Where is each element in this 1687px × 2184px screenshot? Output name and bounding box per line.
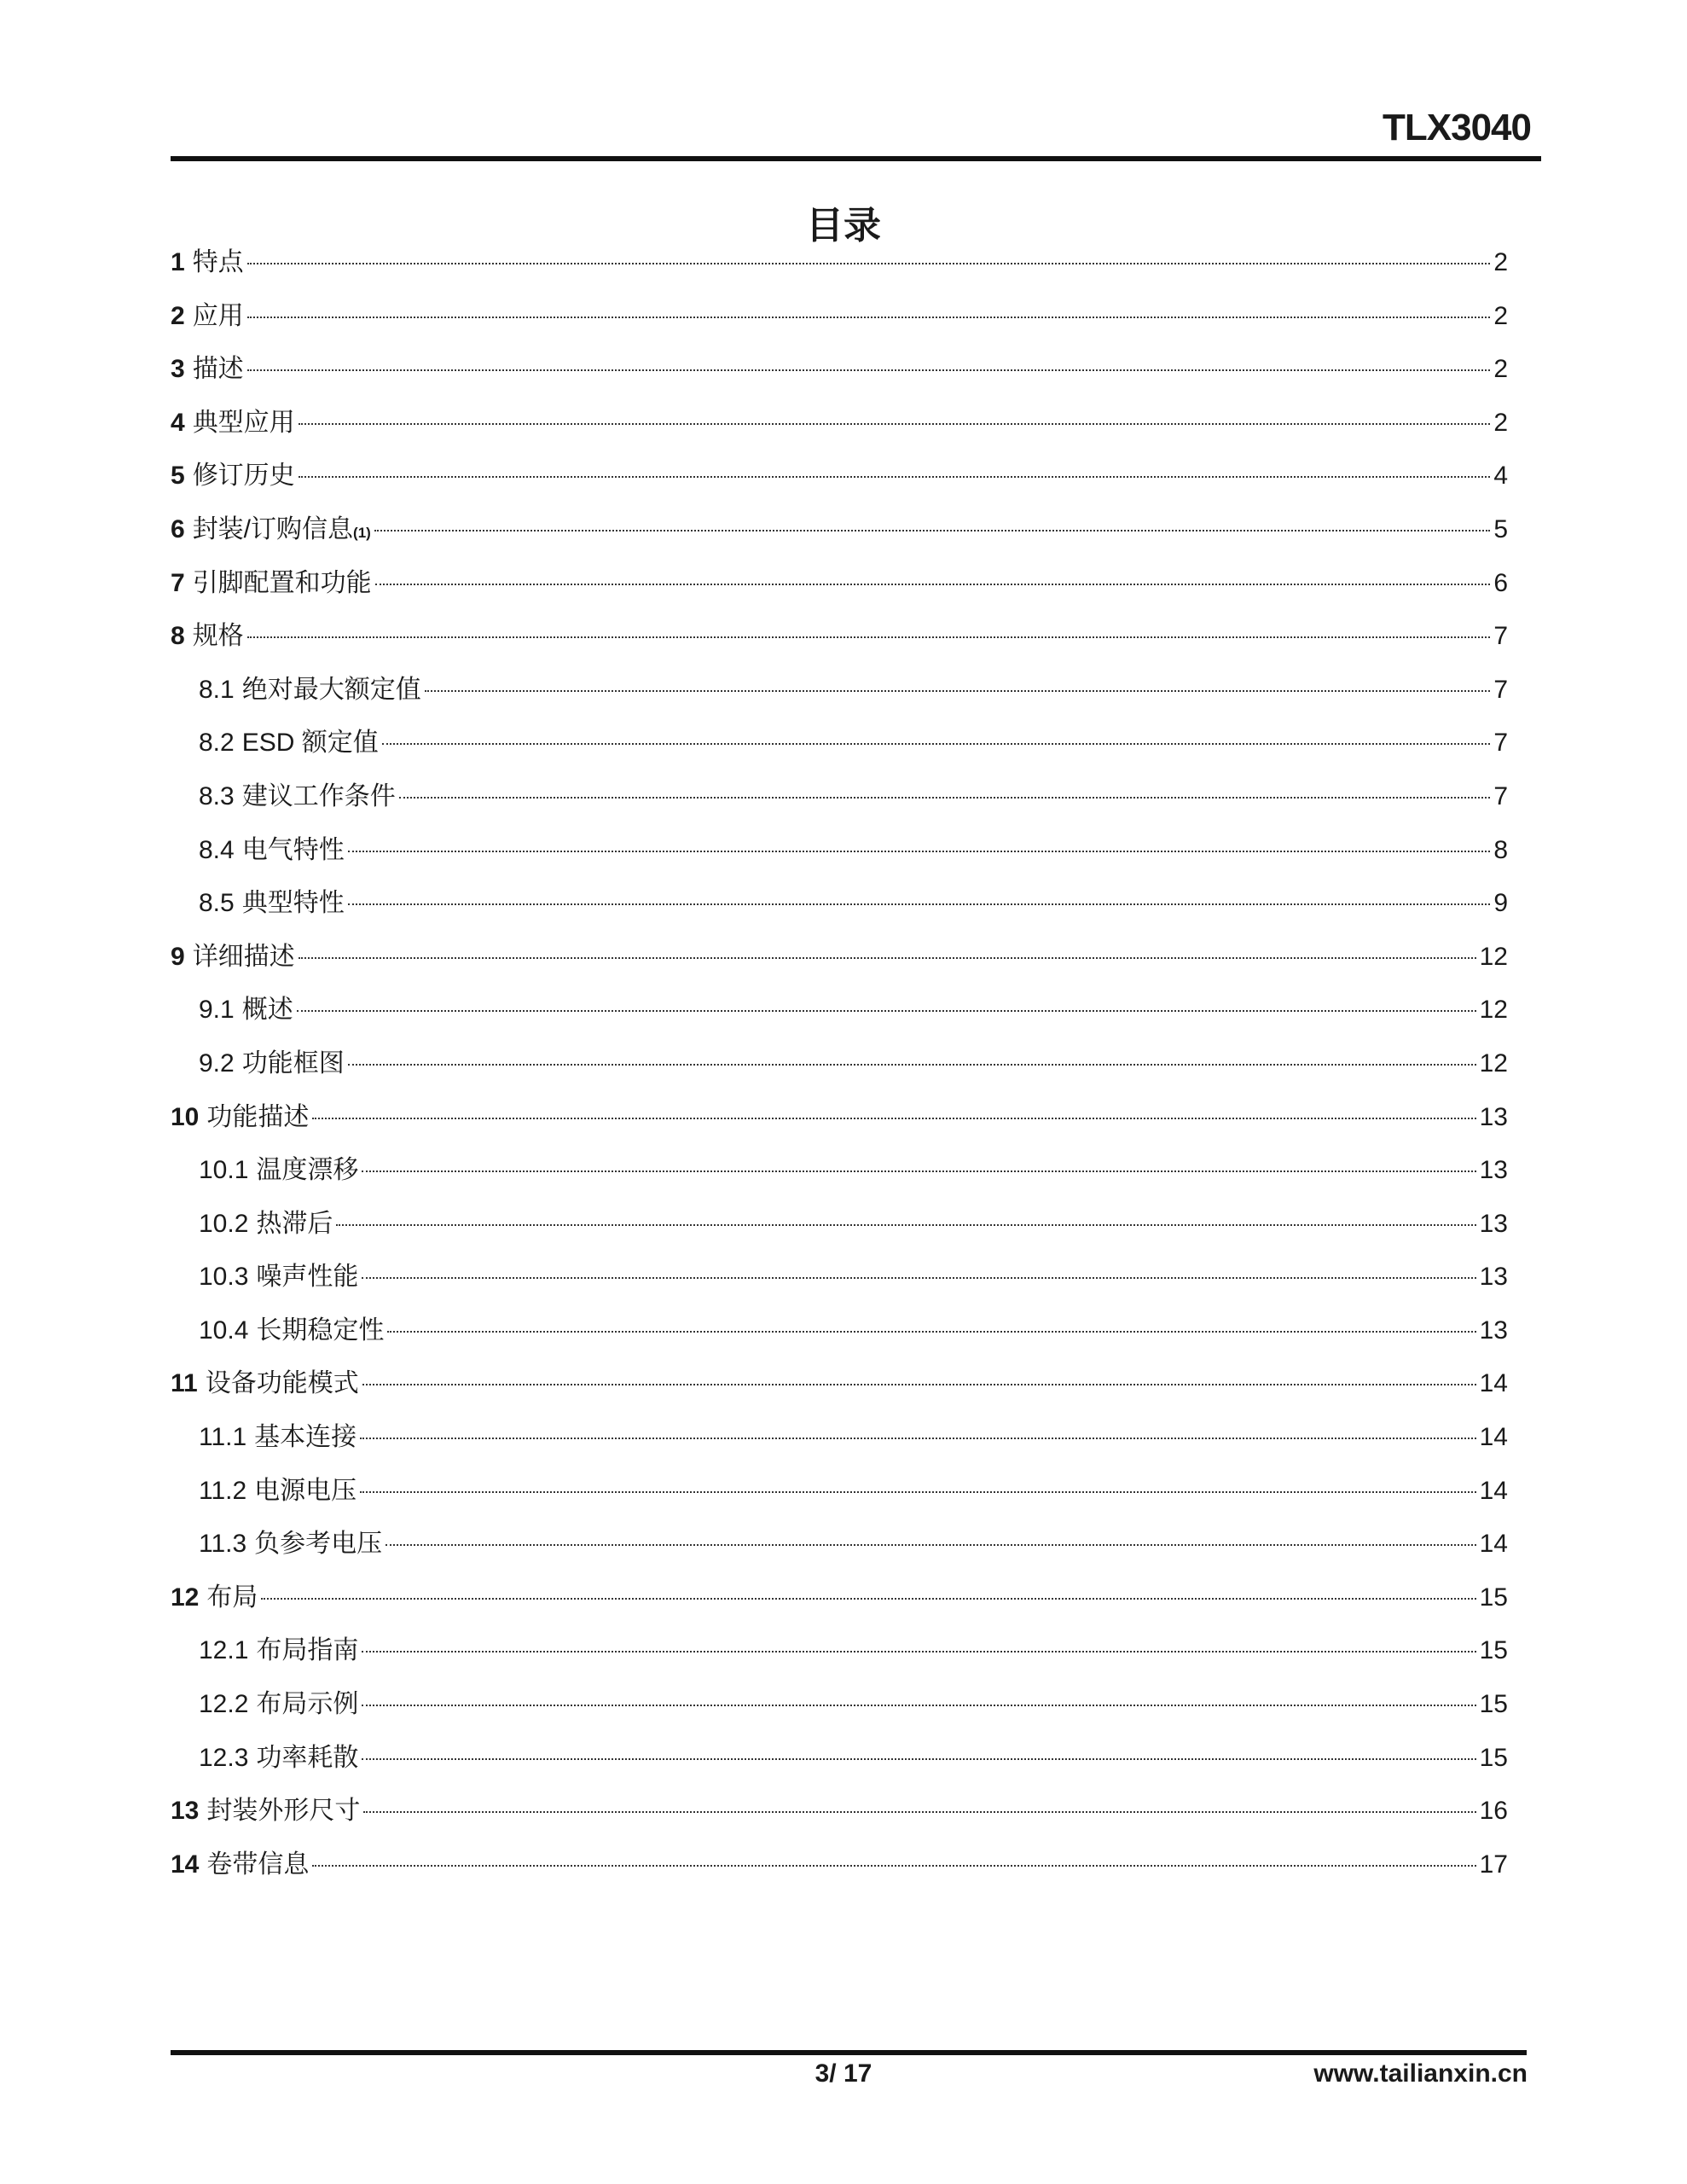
toc-entry-label: 详细描述 (192, 942, 295, 971)
website-link[interactable]: www.tailianxin.cn (1313, 2059, 1528, 2088)
toc-entry-number: 3 (171, 355, 185, 384)
toc-entry-page: 12 (1479, 942, 1508, 971)
toc-leader-dots (348, 903, 1491, 905)
toc-entry-number: 2 (171, 301, 185, 330)
toc-leader-dots (299, 476, 1491, 478)
toc-entry-page: 4 (1493, 462, 1508, 491)
toc-entry-number: 12.3 (199, 1743, 249, 1772)
toc-entry[interactable] (171, 984, 1508, 1037)
toc-entry-number: 6 (171, 514, 185, 543)
toc-entry-label: 绝对最大额定值 (241, 675, 421, 704)
toc-entry-label: 典型应用 (192, 408, 295, 437)
toc-entry-page: 13 (1479, 1316, 1508, 1345)
toc-entry-label: 噪声性能 (256, 1263, 359, 1292)
toc-entry-number: 13 (171, 1797, 200, 1826)
toc-entry-number: 7 (171, 568, 185, 597)
footer-rule (171, 2050, 1527, 2055)
toc-entry-label: 基本连接 (254, 1423, 357, 1452)
toc-entry-label: 描述 (192, 355, 244, 384)
toc-entry-number: 11 (171, 1369, 198, 1398)
toc-entry-label: 功率耗散 (256, 1743, 359, 1772)
toc-leader-dots (247, 636, 1491, 638)
toc-entry-number: 10.2 (199, 1209, 249, 1238)
toc-entry-page: 12 (1479, 996, 1508, 1025)
toc-leader-dots (375, 584, 1491, 585)
toc-leader-dots (363, 1811, 1475, 1813)
toc-entry-page: 7 (1493, 622, 1508, 651)
toc-entry-page: 2 (1493, 248, 1508, 276)
toc-entry-page: 2 (1493, 355, 1508, 384)
toc-entry-page: 7 (1493, 675, 1508, 704)
toc-leader-dots (297, 1010, 1476, 1012)
toc-entry[interactable] (171, 1838, 1508, 1892)
toc-entry-page: 16 (1479, 1797, 1508, 1826)
toc-entry-number: 8.4 (199, 835, 235, 864)
toc-entry[interactable] (171, 1198, 1508, 1252)
toc-entry-number: 8.2 (199, 729, 235, 758)
toc-leader-dots (362, 1651, 1475, 1653)
toc-entry-number: 11.2 (199, 1476, 247, 1505)
toc-entry-page: 7 (1493, 781, 1508, 810)
toc-entry-label: 概述 (241, 996, 293, 1025)
toc-entry[interactable] (171, 290, 1508, 344)
toc-leader-dots (362, 1705, 1475, 1706)
toc-entry-page: 12 (1479, 1048, 1508, 1077)
toc-leader-dots (374, 530, 1491, 531)
toc-entry-number: 1 (171, 248, 185, 276)
toc-leader-dots (387, 1331, 1475, 1333)
toc-entry-label: 封装外形尺寸 (206, 1797, 361, 1826)
toc-entry[interactable] (171, 1251, 1508, 1304)
toc-entry-page: 13 (1479, 1156, 1508, 1185)
toc-entry[interactable] (171, 1037, 1508, 1091)
toc-entry-label: 电源电压 (254, 1476, 357, 1505)
toc-leader-dots (247, 317, 1491, 318)
toc-entry-page: 8 (1493, 835, 1508, 864)
toc-leader-dots (348, 851, 1491, 852)
toc-entry-page: 6 (1493, 568, 1508, 597)
toc-entry-label: 布局指南 (256, 1636, 359, 1665)
toc-entry-page: 9 (1493, 889, 1508, 918)
toc-leader-dots (312, 1118, 1475, 1119)
toc-entry[interactable] (171, 450, 1508, 503)
toc-title: 目录 (806, 205, 881, 247)
toc-entry[interactable] (171, 1304, 1508, 1358)
toc-leader-dots (425, 690, 1491, 692)
toc-leader-dots (399, 797, 1491, 799)
toc-leader-dots (362, 1170, 1475, 1172)
toc-entry-page: 17 (1479, 1850, 1508, 1879)
toc-entry-page: 7 (1493, 729, 1508, 758)
toc-entry[interactable] (171, 1732, 1508, 1786)
toc-entry-page: 13 (1479, 1209, 1508, 1238)
toc-entry-page: 14 (1479, 1423, 1508, 1452)
toc-entry-number: 10.4 (199, 1316, 249, 1345)
toc-entry[interactable] (171, 1518, 1508, 1571)
toc-leader-dots (360, 1438, 1475, 1439)
toc-entry-label: 封装/订购信息 (192, 514, 354, 543)
toc-leader-dots (362, 1277, 1475, 1279)
toc-leader-dots (247, 263, 1491, 264)
toc-entry-page: 15 (1479, 1636, 1508, 1665)
toc-entry[interactable] (171, 236, 1508, 290)
toc-leader-dots (299, 423, 1491, 425)
toc-entry-label: 布局示例 (256, 1690, 359, 1719)
toc-entry-page: 15 (1479, 1583, 1508, 1612)
toc-entry-number: 9.1 (199, 996, 235, 1025)
toc-entry-label: 布局 (206, 1583, 258, 1612)
toc-entry-label: ESD 额定值 (241, 729, 379, 758)
toc-entry-label: 负参考电压 (254, 1530, 383, 1559)
toc-entry-label: 功能描述 (206, 1102, 310, 1131)
toc-entry-number: 12.2 (199, 1690, 249, 1719)
toc-entry-label: 应用 (192, 301, 244, 330)
toc-entry[interactable] (171, 717, 1508, 770)
toc-entry[interactable] (171, 1678, 1508, 1732)
toc-entry[interactable] (171, 343, 1508, 397)
toc-entry-page: 15 (1479, 1690, 1508, 1719)
toc-leader-dots (362, 1384, 1476, 1385)
toc-entry[interactable] (171, 664, 1508, 717)
toc-entry-number: 11.1 (199, 1423, 247, 1452)
toc-entry[interactable] (171, 770, 1508, 824)
toc-entry-number: 9.2 (199, 1048, 235, 1077)
toc-entry-label: 长期稳定性 (256, 1316, 385, 1345)
toc-entry-page: 14 (1479, 1530, 1508, 1559)
toc-entry[interactable] (171, 1571, 1508, 1625)
toc-entry[interactable] (171, 1465, 1508, 1519)
toc-entry[interactable] (171, 931, 1508, 985)
toc-entry-number: 10.3 (199, 1263, 249, 1292)
toc-entry-page: 2 (1493, 408, 1508, 437)
toc-entry-number: 5 (171, 462, 185, 491)
toc-entry-number: 12.1 (199, 1636, 249, 1665)
toc-entry[interactable] (171, 557, 1508, 611)
header-rule (171, 156, 1541, 161)
toc-entry-number: 8.1 (199, 675, 235, 704)
toc-leader-dots (382, 743, 1491, 745)
toc-entry[interactable] (171, 1144, 1508, 1198)
toc-entry-label: 修订历史 (192, 462, 295, 491)
toc-entry[interactable] (171, 1411, 1508, 1465)
toc-entry[interactable] (171, 1357, 1508, 1411)
toc-entry-number: 8 (171, 622, 185, 651)
toc-entry-label: 功能框图 (241, 1048, 345, 1077)
toc-entry[interactable] (171, 1785, 1508, 1838)
toc-entry[interactable] (171, 1091, 1508, 1145)
toc-entry-number: 8.3 (199, 781, 235, 810)
toc-entry-number: 10.1 (199, 1156, 249, 1185)
toc-entry-label: 规格 (192, 622, 244, 651)
toc-leader-dots (336, 1224, 1475, 1226)
toc-entry-page: 5 (1493, 514, 1508, 543)
page-number: 3/ 17 (815, 2059, 872, 2088)
toc-entry-number: 9 (171, 942, 185, 971)
toc-entry[interactable] (171, 877, 1508, 931)
toc-leader-dots (312, 1865, 1475, 1867)
product-name: TLX3040 (1383, 107, 1531, 148)
toc-entry[interactable]: 6 封装/订购信息 (1) 5 (171, 503, 1508, 557)
toc-entry-page: 13 (1479, 1102, 1508, 1131)
toc-entry-label: 引脚配置和功能 (192, 568, 372, 597)
table-of-contents (171, 236, 1508, 1891)
toc-leader-dots (348, 1064, 1476, 1066)
toc-leader-dots (362, 1758, 1475, 1760)
toc-leader-dots (360, 1491, 1475, 1493)
toc-entry-label: 建议工作条件 (241, 781, 396, 810)
toc-entry-number: 11.3 (199, 1530, 247, 1559)
toc-entry-page: 14 (1479, 1369, 1508, 1398)
toc-leader-dots (261, 1598, 1475, 1600)
toc-entry-label: 设备功能模式 (205, 1369, 359, 1398)
toc-entry-label: 特点 (192, 248, 244, 276)
toc-entry-label: 温度漂移 (256, 1156, 359, 1185)
toc-entry-label: 典型特性 (241, 889, 345, 918)
toc-entry[interactable] (171, 824, 1508, 878)
toc-entry-number: 8.5 (199, 889, 235, 918)
toc-entry-page: 14 (1479, 1476, 1508, 1505)
toc-leader-dots (386, 1544, 1475, 1546)
toc-entry-page: 15 (1479, 1743, 1508, 1772)
toc-entry[interactable] (171, 1624, 1508, 1678)
toc-entry[interactable] (171, 610, 1508, 664)
toc-entry-page: 13 (1479, 1263, 1508, 1292)
toc-leader-dots (247, 369, 1491, 371)
toc-leader-dots (299, 957, 1476, 959)
toc-entry-page: 2 (1493, 301, 1508, 330)
toc-entry-number: 4 (171, 408, 185, 437)
toc-entry-number: 12 (171, 1583, 200, 1612)
toc-entry-label: 电气特性 (241, 835, 345, 864)
toc-entry-label: 卷带信息 (206, 1850, 310, 1879)
toc-entry[interactable] (171, 397, 1508, 450)
toc-entry-label: 热滞后 (256, 1209, 333, 1238)
toc-entry-number: 14 (171, 1850, 200, 1879)
toc-entry-number: 10 (171, 1102, 200, 1131)
